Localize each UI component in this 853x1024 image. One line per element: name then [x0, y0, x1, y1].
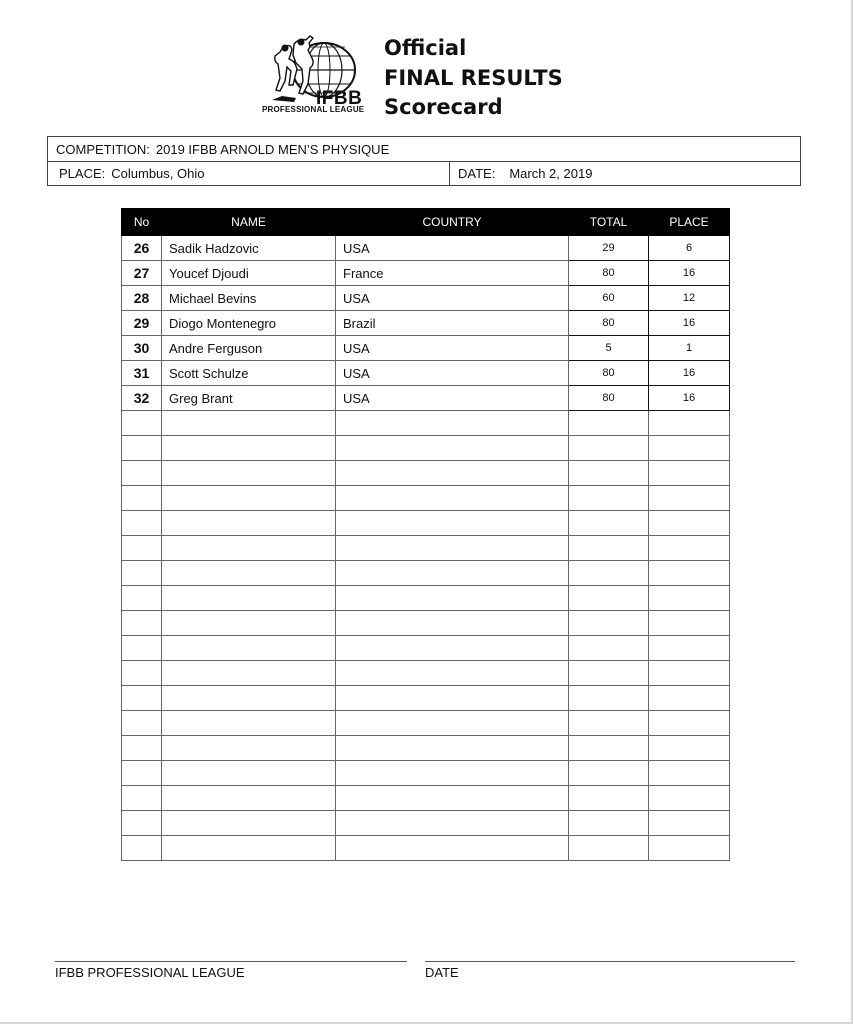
empty-row: [122, 536, 730, 561]
cell-country: France: [336, 261, 569, 286]
empty-row: [122, 686, 730, 711]
empty-cell-country: [336, 411, 569, 436]
empty-row: [122, 586, 730, 611]
empty-cell-name: [162, 686, 336, 711]
cell-place: 16: [649, 311, 730, 336]
empty-row: [122, 611, 730, 636]
empty-cell-name: [162, 536, 336, 561]
empty-cell-place: [649, 836, 730, 861]
table-header-row: [122, 209, 730, 236]
empty-cell-no: [122, 661, 162, 686]
empty-cell-total: [569, 786, 649, 811]
date-label: DATE:: [458, 166, 496, 181]
empty-cell-name: [162, 786, 336, 811]
results-table: [121, 208, 730, 861]
date-value: March 2, 2019: [509, 166, 593, 181]
empty-row: [122, 661, 730, 686]
empty-cell-total: [569, 411, 649, 436]
empty-cell-total: [569, 636, 649, 661]
cell-no: 30: [122, 336, 162, 361]
empty-cell-name: [162, 586, 336, 611]
empty-cell-no: [122, 711, 162, 736]
empty-cell-country: [336, 811, 569, 836]
empty-row: [122, 561, 730, 586]
empty-row: [122, 711, 730, 736]
cell-country: USA: [336, 286, 569, 311]
empty-cell-total: [569, 736, 649, 761]
empty-cell-country: [336, 511, 569, 536]
logo-subtext: PROFESSIONAL LEAGUE: [262, 105, 365, 114]
header-country: COUNTRY: [336, 209, 569, 236]
empty-cell-no: [122, 761, 162, 786]
signature-league: IFBB PROFESSIONAL LEAGUE: [55, 961, 407, 980]
place-cell: [48, 162, 450, 186]
empty-cell-total: [569, 811, 649, 836]
empty-cell-place: [649, 536, 730, 561]
empty-cell-name: [162, 761, 336, 786]
cell-no: 32: [122, 386, 162, 411]
empty-cell-no: [122, 561, 162, 586]
competition-row: [48, 137, 800, 162]
empty-row: [122, 811, 730, 836]
empty-row: [122, 511, 730, 536]
empty-cell-name: [162, 511, 336, 536]
empty-cell-place: [649, 436, 730, 461]
place-label: PLACE:: [59, 166, 106, 181]
empty-cell-country: [336, 711, 569, 736]
empty-cell-no: [122, 786, 162, 811]
cell-total: 5: [569, 336, 649, 361]
table-row: [122, 236, 730, 261]
empty-cell-name: [162, 811, 336, 836]
empty-cell-total: [569, 836, 649, 861]
empty-cell-place: [649, 786, 730, 811]
empty-cell-total: [569, 761, 649, 786]
empty-row: [122, 786, 730, 811]
empty-cell-no: [122, 511, 162, 536]
signature-date: DATE: [425, 961, 795, 980]
empty-cell-total: [569, 661, 649, 686]
empty-cell-country: [336, 636, 569, 661]
cell-no: 27: [122, 261, 162, 286]
title-line-3: Scorecard: [384, 95, 503, 119]
table-row: [122, 361, 730, 386]
empty-cell-place: [649, 636, 730, 661]
cell-name: Youcef Djoudi: [162, 261, 336, 286]
cell-total: 80: [569, 361, 649, 386]
cell-total: 60: [569, 286, 649, 311]
empty-cell-country: [336, 586, 569, 611]
cell-place: 12: [649, 286, 730, 311]
empty-cell-place: [649, 686, 730, 711]
cell-name: Sadik Hadzovic: [162, 236, 336, 261]
empty-cell-name: [162, 486, 336, 511]
table-row: [122, 286, 730, 311]
empty-cell-place: [649, 736, 730, 761]
cell-total: 80: [569, 311, 649, 336]
empty-cell-country: [336, 536, 569, 561]
cell-name: Greg Brant: [162, 386, 336, 411]
empty-cell-no: [122, 836, 162, 861]
scorecard-title: [384, 34, 563, 123]
empty-cell-place: [649, 811, 730, 836]
empty-cell-total: [569, 461, 649, 486]
header-total: TOTAL: [569, 209, 649, 236]
empty-cell-country: [336, 736, 569, 761]
cell-name: Michael Bevins: [162, 286, 336, 311]
empty-cell-no: [122, 411, 162, 436]
empty-cell-country: [336, 786, 569, 811]
empty-cell-total: [569, 536, 649, 561]
table-row: [122, 311, 730, 336]
empty-row: [122, 436, 730, 461]
cell-place: 16: [649, 386, 730, 411]
empty-cell-no: [122, 811, 162, 836]
empty-cell-total: [569, 486, 649, 511]
cell-name: Diogo Montenegro: [162, 311, 336, 336]
competition-label: COMPETITION:: [56, 142, 150, 157]
cell-country: Brazil: [336, 311, 569, 336]
empty-cell-name: [162, 836, 336, 861]
empty-cell-place: [649, 511, 730, 536]
empty-cell-country: [336, 611, 569, 636]
table-row: [122, 261, 730, 286]
cell-no: 29: [122, 311, 162, 336]
empty-row: [122, 411, 730, 436]
empty-cell-country: [336, 486, 569, 511]
empty-row: [122, 461, 730, 486]
empty-cell-total: [569, 586, 649, 611]
empty-cell-no: [122, 486, 162, 511]
empty-row: [122, 736, 730, 761]
empty-cell-total: [569, 611, 649, 636]
cell-place: 16: [649, 361, 730, 386]
cell-name: Scott Schulze: [162, 361, 336, 386]
empty-cell-name: [162, 611, 336, 636]
header-no: No: [122, 209, 162, 236]
empty-row: [122, 836, 730, 861]
cell-country: USA: [336, 336, 569, 361]
empty-row: [122, 636, 730, 661]
empty-cell-total: [569, 561, 649, 586]
empty-cell-place: [649, 661, 730, 686]
empty-cell-country: [336, 436, 569, 461]
cell-no: 31: [122, 361, 162, 386]
cell-country: USA: [336, 236, 569, 261]
empty-cell-no: [122, 436, 162, 461]
logo-text: IFBB: [316, 88, 363, 109]
empty-cell-name: [162, 436, 336, 461]
cell-total: 80: [569, 386, 649, 411]
empty-cell-country: [336, 836, 569, 861]
title-line-1: Official: [384, 36, 467, 60]
empty-cell-no: [122, 636, 162, 661]
empty-cell-name: [162, 461, 336, 486]
empty-cell-no: [122, 736, 162, 761]
cell-country: USA: [336, 361, 569, 386]
empty-cell-place: [649, 411, 730, 436]
empty-cell-place: [649, 711, 730, 736]
competition-info-box: [47, 136, 801, 186]
competition-value: 2019 IFBB ARNOLD MEN’S PHYSIQUE: [155, 142, 390, 157]
empty-row: [122, 761, 730, 786]
empty-cell-name: [162, 411, 336, 436]
empty-cell-no: [122, 536, 162, 561]
empty-cell-name: [162, 561, 336, 586]
empty-cell-name: [162, 636, 336, 661]
table-row: [122, 386, 730, 411]
cell-total: 80: [569, 261, 649, 286]
cell-total: 29: [569, 236, 649, 261]
empty-cell-total: [569, 686, 649, 711]
empty-cell-total: [569, 711, 649, 736]
empty-cell-no: [122, 461, 162, 486]
table-row: [122, 336, 730, 361]
empty-cell-total: [569, 511, 649, 536]
place-value: Columbus, Ohio: [111, 166, 205, 181]
empty-cell-place: [649, 611, 730, 636]
cell-no: 26: [122, 236, 162, 261]
empty-cell-no: [122, 586, 162, 611]
empty-cell-country: [336, 761, 569, 786]
empty-cell-no: [122, 611, 162, 636]
empty-cell-place: [649, 761, 730, 786]
empty-cell-total: [569, 436, 649, 461]
date-cell: [458, 162, 592, 186]
header-place: PLACE: [649, 209, 730, 236]
results-body: [122, 236, 730, 861]
empty-row: [122, 486, 730, 511]
title-line-2: FINAL RESULTS: [384, 65, 563, 90]
header-name: NAME: [162, 209, 336, 236]
empty-cell-country: [336, 461, 569, 486]
empty-cell-country: [336, 661, 569, 686]
cell-no: 28: [122, 286, 162, 311]
cell-place: 16: [649, 261, 730, 286]
empty-cell-name: [162, 736, 336, 761]
cell-place: 1: [649, 336, 730, 361]
empty-cell-place: [649, 586, 730, 611]
cell-place: 6: [649, 236, 730, 261]
empty-cell-country: [336, 561, 569, 586]
empty-cell-country: [336, 686, 569, 711]
empty-cell-place: [649, 486, 730, 511]
empty-cell-no: [122, 686, 162, 711]
empty-cell-name: [162, 711, 336, 736]
empty-cell-name: [162, 661, 336, 686]
place-date-row: [48, 162, 800, 186]
empty-cell-place: [649, 461, 730, 486]
cell-name: Andre Ferguson: [162, 336, 336, 361]
cell-country: USA: [336, 386, 569, 411]
empty-cell-place: [649, 561, 730, 586]
